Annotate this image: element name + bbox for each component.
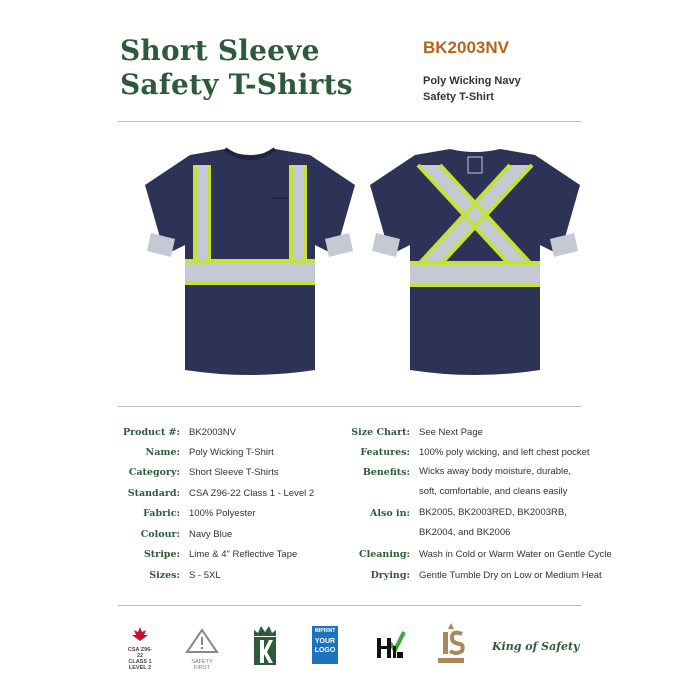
product-subtitle <box>423 73 583 105</box>
top-divider <box>118 121 581 122</box>
spec-row-product <box>118 427 236 438</box>
spec-row-features <box>340 447 590 458</box>
shirt-front-image <box>135 145 365 385</box>
spec-value: Wicks away body moisture, durable, soft, comfortable, and cleans easily <box>419 466 572 497</box>
imprint-logo-badge <box>312 626 338 664</box>
k-crest-icon <box>250 624 280 668</box>
spec-row-colour <box>118 529 232 540</box>
subtitle-line-1: Poly Wicking Navy <box>423 75 521 87</box>
kos-crest-logo <box>250 624 280 668</box>
spec-label: Sizes: <box>149 570 180 581</box>
csa-line-3: LEVEL 2 <box>128 665 152 671</box>
spec-value: 100% Polyester <box>189 508 256 519</box>
spec-row-fabric <box>118 508 256 519</box>
spec-value: Short Sleeve T-Shirts <box>189 467 279 478</box>
spec-label: Name: <box>145 447 180 458</box>
imprint-line-3: LOGO <box>314 647 336 654</box>
product-code: BK2003NV <box>423 38 509 57</box>
spec-value: Lime & 4" Reflective Tape <box>189 549 298 560</box>
subtitle-line-2: Safety T-Shirt <box>423 91 494 103</box>
spec-row-stripe <box>118 549 297 560</box>
brand-tagline: King of Safety <box>492 640 580 653</box>
footer-logos <box>118 622 581 672</box>
spec-row-drying <box>340 570 602 581</box>
spec-label: Also in: <box>370 508 410 519</box>
csa-line-2: CLASS 1 <box>128 659 152 665</box>
spec-value: Navy Blue <box>189 529 233 540</box>
spec-label: Cleaning: <box>359 549 410 560</box>
safety-first-text: SAFETY FIRST <box>191 659 213 671</box>
industry-standard-badge <box>436 622 466 666</box>
spec-label: Size Chart: <box>351 427 410 438</box>
shirt-back-image <box>360 145 590 385</box>
title-line-2: Safety T-Shirts <box>120 68 353 101</box>
imprint-line-2: YOUR <box>314 638 336 645</box>
spec-label: Drying: <box>370 570 410 581</box>
spec-row-benefits <box>340 467 584 502</box>
spec-value: Poly Wicking T-Shirt <box>189 447 274 458</box>
spec-row-sizes <box>118 570 221 581</box>
spec-label: Product #: <box>123 427 180 438</box>
spec-label: Stripe: <box>143 549 180 560</box>
spec-label: Standard: <box>127 488 180 499</box>
title-line-1: Short Sleeve <box>120 34 320 67</box>
csa-line-1: CSA Z96-22 <box>127 647 153 659</box>
spec-row-name <box>118 447 274 458</box>
maple-leaf-icon <box>126 626 154 642</box>
spec-value: Gentle Tumble Dry on Low or Medium Heat <box>419 570 602 581</box>
spec-row-cleaning <box>340 549 612 560</box>
spec-value: BK2005, BK2003RED, BK2003RB, BK2004, and BK2006 <box>419 507 567 538</box>
spec-value: 100% poly wicking, and left chest pocket <box>419 447 590 458</box>
spec-label: Colour: <box>140 529 180 540</box>
safety-first-badge <box>184 628 220 671</box>
spec-row-also-in <box>340 508 584 543</box>
spec-label: Category: <box>128 467 180 478</box>
csa-badge <box>126 626 154 671</box>
spec-row-category <box>118 467 279 478</box>
spec-value: Wash in Cold or Warm Water on Gentle Cycle <box>419 549 612 560</box>
spec-value: BK2003NV <box>189 427 237 438</box>
is-badge-icon <box>436 622 466 666</box>
spec-row-size-chart <box>340 427 483 438</box>
spec-value: CSA Z96-22 Class 1 - Level 2 <box>189 488 315 499</box>
spec-label: Features: <box>360 447 410 458</box>
warning-triangle-icon <box>184 628 220 654</box>
spec-row-standard <box>118 488 314 499</box>
spec-label: Benefits: <box>362 467 410 478</box>
imprint-line-1: IMPRINT <box>314 628 336 634</box>
page-title <box>120 34 420 102</box>
bottom-divider <box>118 605 581 606</box>
hi-vis-icon <box>375 628 405 662</box>
spec-value: See Next Page <box>419 427 483 438</box>
middle-divider <box>118 406 581 407</box>
hi-vis-badge <box>375 628 405 662</box>
spec-value: S - 5XL <box>189 570 221 581</box>
spec-label: Fabric: <box>143 508 180 519</box>
